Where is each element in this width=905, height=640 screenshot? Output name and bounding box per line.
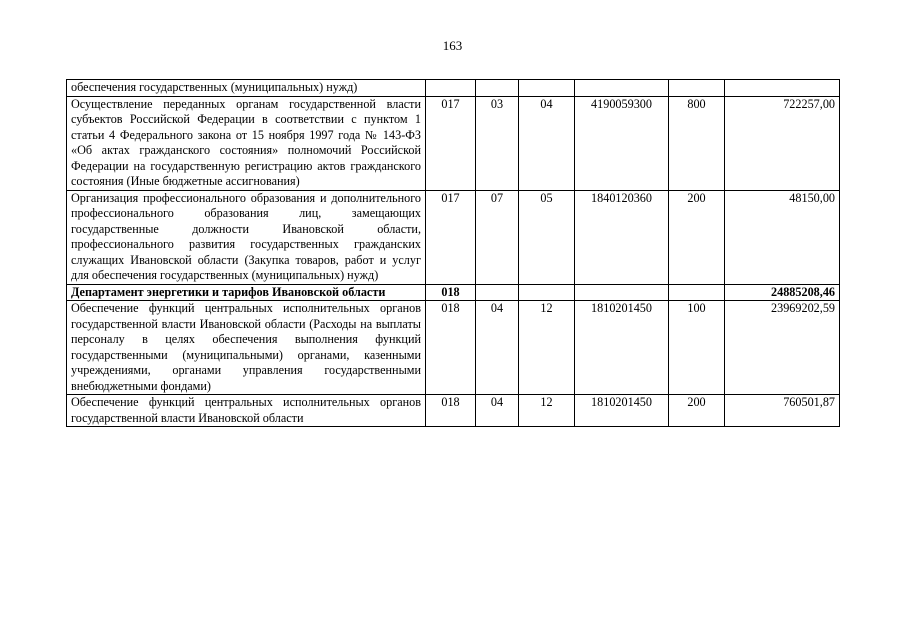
ministry-code: 017 [426, 96, 476, 190]
table-row [67, 80, 840, 97]
section-code: 04 [476, 301, 519, 395]
amount: 760501,87 [725, 395, 840, 427]
ministry-code: 017 [426, 190, 476, 284]
subsection-code: 04 [519, 96, 575, 190]
row-description: Обеспечение функций центральных исполнительных органов государственной власти Ивановской области [67, 395, 426, 427]
section-code: 03 [476, 96, 519, 190]
section-code [476, 284, 519, 301]
subsection-code [519, 284, 575, 301]
row-description: Департамент энергетики и тарифов Ивановской области [67, 284, 426, 301]
row-description: Организация профессионального образования и дополнительного профессионального образования лиц, замещающих государственные должности Ивановской области, профессионального развития государственных гражданских служащих Ивановской области (Закупка товаров, работ и услуг для обеспечения государственных (муниципальных) нужд) [67, 190, 426, 284]
ministry-code [426, 80, 476, 97]
target-article-code: 1840120360 [575, 190, 669, 284]
budget-table [66, 79, 840, 427]
amount: 48150,00 [725, 190, 840, 284]
page-number: 163 [442, 38, 463, 53]
ministry-code: 018 [426, 395, 476, 427]
row-description: обеспечения государственных (муниципальных) нужд) [67, 80, 426, 97]
table-row [67, 301, 840, 395]
table-row [67, 284, 840, 301]
amount: 24885208,46 [725, 284, 840, 301]
ministry-code: 018 [426, 301, 476, 395]
expense-type-code: 200 [669, 395, 725, 427]
amount: 722257,00 [725, 96, 840, 190]
expense-type-code [669, 284, 725, 301]
section-code: 07 [476, 190, 519, 284]
ministry-code: 018 [426, 284, 476, 301]
subsection-code: 12 [519, 301, 575, 395]
section-code [476, 80, 519, 97]
row-description: Осуществление переданных органам государственной власти субъектов Российской Федерации в соответствии с пунктом 1 статьи 4 Федерального закона от 15 ноября 1997 года № 143-ФЗ «Об актах гражданского состояния» полномочий Российской Федерации на государственную регистрацию актов гражданского состояния (Иные бюджетные ассигнования) [67, 96, 426, 190]
amount [725, 80, 840, 97]
subsection-code: 05 [519, 190, 575, 284]
table-row [67, 96, 840, 190]
expense-type-code: 800 [669, 96, 725, 190]
table-row [67, 190, 840, 284]
expense-type-code: 200 [669, 190, 725, 284]
target-article-code: 1810201450 [575, 395, 669, 427]
target-article-code: 4190059300 [575, 96, 669, 190]
subsection-code [519, 80, 575, 97]
amount: 23969202,59 [725, 301, 840, 395]
target-article-code [575, 284, 669, 301]
target-article-code [575, 80, 669, 97]
row-description: Обеспечение функций центральных исполнительных органов государственной власти Ивановской области (Расходы на выплаты персоналу в целях обеспечения выполнения функций государственными (муниципальными) органами, казенными учреждениями, органами управления государственными внебюджетными фондами) [67, 301, 426, 395]
expense-type-code [669, 80, 725, 97]
table-row [67, 395, 840, 427]
subsection-code: 12 [519, 395, 575, 427]
section-code: 04 [476, 395, 519, 427]
target-article-code: 1810201450 [575, 301, 669, 395]
expense-type-code: 100 [669, 301, 725, 395]
